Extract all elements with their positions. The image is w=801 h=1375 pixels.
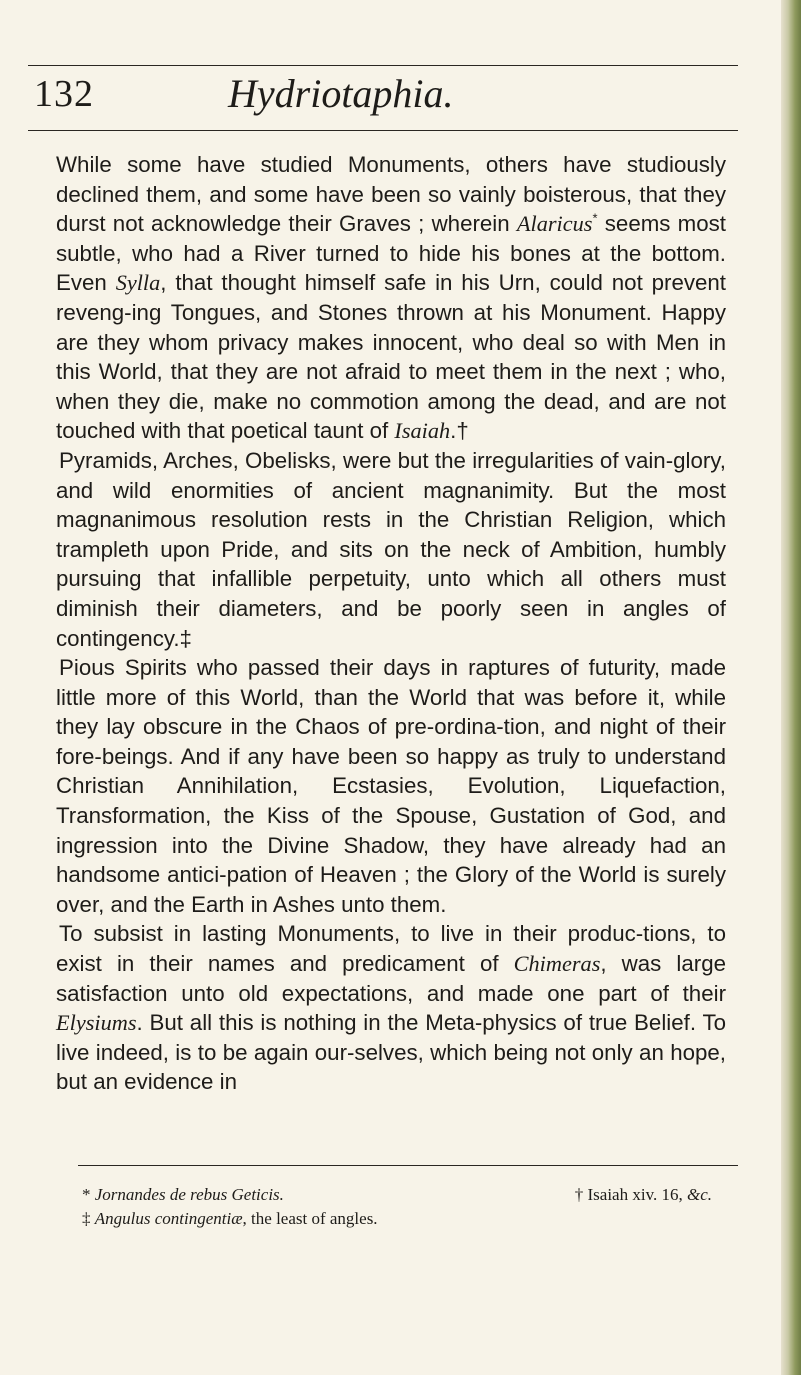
text-run: Pyramids, Arches, Obelisks, were but the irregularities of vain-glory, and wild enormities of ancient magnanimity. But the most magnanimous resolution rests in the Christian Religion, which trampleth upon Pride, and sits on the neck of Ambition, humbly pursuing that infallible perpetuity, unto which all others must diminish their diameters, and be poorly seen in angles of contingency.‡ [56, 447, 726, 651]
text-run: , the least of angles. [242, 1209, 378, 1228]
text-run: Pious Spirits who passed their days in raptures of futurity, made little more of this World, than the World that was before it, while they lay obscure in the Chaos of pre-ordina-tion, and night of their fore-beings. And if any have been so happy as truly to understand Christian Annihilation, Ecstasies, Evolution, Liquefaction, Transformation, the Kiss of the Spouse, Gustation of God, and ingression into the Divine Shadow, they have already had an handsome antici-pation of Heaven ; the Glory of the World is surely over, and the Earth in Ashes unto them. [56, 655, 726, 917]
italic-text: Isaiah [394, 418, 451, 444]
italic-text: Chimeras [513, 951, 601, 977]
italic-text: &c. [686, 1185, 712, 1204]
paragraph [56, 150, 726, 446]
running-title: Hydriotaphia. [228, 71, 454, 116]
text-run: , that thought himself safe in his Urn, could not prevent reveng-ing Tongues, and Stones thrown at his Monument. Happy are they whom privacy makes innocent, who deal so with Men in this World, that they are not afraid to meet them in the next ; who, when they die, make no commotion among the dead, and are not touched with that poetical taunt of [56, 270, 726, 444]
header-top-rule [28, 65, 738, 66]
text-run: * [82, 1185, 95, 1204]
footnote-angulus [82, 1207, 378, 1231]
text-run: † Isaiah xiv. 16, [574, 1185, 687, 1204]
page-edge-shading [781, 0, 801, 1375]
footnote-isaiah [575, 1183, 712, 1207]
text-run: To subsist in lasting Monuments, to live in their produc-tions, to exist in their names and predicament of [56, 921, 726, 977]
footnote-row [82, 1183, 712, 1207]
body-text [56, 150, 726, 1097]
footnote-row [82, 1207, 712, 1231]
page-number: 132 [34, 73, 94, 115]
italic-text: Elysiums [56, 1010, 137, 1036]
page-header [28, 68, 738, 120]
paragraph [56, 446, 726, 653]
text-run: ‡ [82, 1209, 95, 1228]
italic-text: Sylla [115, 270, 161, 296]
paragraph [56, 653, 726, 919]
italic-text: Angulus contingentiæ [94, 1209, 243, 1228]
italic-text: Jornandes de rebus Geticis. [94, 1185, 284, 1204]
text-run: seems most subtle, who had a River turned to hide his bones at the bottom. Even [56, 211, 726, 296]
footnote-marker: * [592, 210, 598, 226]
footnote-rule [78, 1165, 738, 1166]
text-run: . But all this is nothing in the Meta-physics of true Belief. To live indeed, is to be again our-selves, which being not only an hope, but an evidence in [56, 1010, 726, 1095]
text-run: , was large satisfaction unto old expectations, and made one part of their [56, 951, 726, 1006]
paragraph [56, 919, 726, 1097]
header-bottom-rule [28, 130, 738, 131]
footnotes [82, 1183, 712, 1231]
footnote-alaricus [82, 1183, 284, 1207]
text-run: .† [450, 418, 469, 444]
text-run: While some have studied Monuments, others have studiously declined them, and some have been so vainly boisterous, that they durst not acknowledge their Graves ; wherein [56, 152, 726, 237]
italic-text: Alaricus [516, 211, 593, 237]
